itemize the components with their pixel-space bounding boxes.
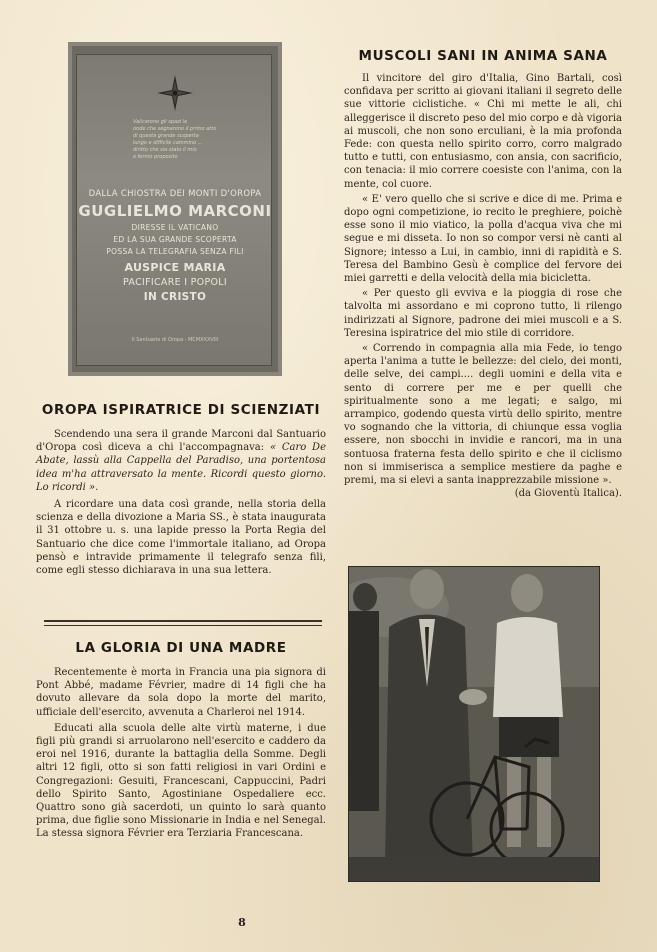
- commemorative-plaque: [76, 54, 272, 366]
- article-paragraph: Scendendo una sera il grande Marconi dal Santuario d'Oropa così diceva a chi l'accompagnava: « Caro De Abate, lassù alla Cappella del Paradiso, una portentosa idea m'ha attraversato la mente. Ricordi questo giorno. Lo ricordi ».: [36, 429, 326, 493]
- article-oropa: [36, 402, 326, 581]
- source-credit: (da Gioventù Italica).: [514, 488, 622, 500]
- article-paragraph: A ricordare una data così grande, nella storia della scienza e della divozione a Maria SS., è stata inaugurata il 31 ottobre u. s. una lapide presso la Porta Regia del Santuario che dice come l'immortale italiano, ad Oropa pensò e intravide primamente il telegrafo senza fili, come egli stesso dichiarava in una sua lettera.: [36, 499, 326, 577]
- marconi-plaque-photo: [68, 42, 282, 376]
- article-title: MUSCOLI SANI IN ANIMA SANA: [358, 48, 608, 64]
- plaque-name: GUGLIELMO MARCONI: [78, 202, 272, 220]
- article-paragraph: Recentemente è morta in Francia una pia signora di Pont Abbé, madame Février, madre di 14 figli che ha dovuto allevare da sola dopo la morte del marito, ufficiale dell'esercito, avvenuta a Charleroi nel 1914.: [36, 667, 326, 718]
- cyclist-head: [511, 574, 543, 612]
- plaque-text: IN CRISTO: [143, 291, 207, 303]
- plaque-text: DIRESSE IL VATICANO: [131, 223, 219, 232]
- bartali-photo: [348, 566, 600, 882]
- article-paragraph: Il vincitore del giro d'Italia, Gino Bartali, così confidava per scritto ai giovani italiani il segreto delle sue vittorie ciclistiche. « Chi mi mette le ali, chi alleggerisce il discreto peso del mio corpo e dà vigoria ai muscoli, che non sono erculiani, è la mia profonda Fede: con questa nello spirito corro, corro malgrado tutto e tutti, con entusiasmo, con ansia, con sacrificio, con tenacia: il mio correre coesiste con l'anima, con la mente, col cuore.: [344, 73, 622, 190]
- plaque-quote: Valicarono gli spazi le onde che segnarono il primo atto di questa grande scoperta lungo e difficile cammino ... diritto che sia stato il mio e fermo proposito: [133, 119, 217, 160]
- article-muscoli: [344, 48, 622, 501]
- article-paragraph: « Correndo in compagnia alla mia Fede, io tengo aperta l'anima a tutte le bellezze: del cielo, dei monti, delle selve, dei campi.... degli uomini e della vita e sento di correre per me e per quelli che spiritualmente sono a me legati; e salgo, mi arrampico, godendo questa virtù dello spirito, mentre vo sognando che la vittoria, di chiunque essa voglia essere, non sbocchi in invidie e rancori, ma in una sontuosa fraterna festa dello spirito e che il ciclismo non si immiserisca a semplice mestiere da paghe e premi, ma si elevi a santa inapprezzabile missione ». (da Gioventù Italica).: [344, 343, 622, 500]
- cyclist-photo-illustration: [349, 567, 599, 881]
- plaque-text: ED LA SUA GRANDE SCOPERTA: [113, 235, 237, 244]
- article-title: OROPA ISPIRATRICE DI SCIENZIATI: [41, 402, 321, 418]
- article-gloria: [36, 640, 326, 844]
- plaque-text: POSSA LA TELEGRAFIA SENZA FILI: [106, 247, 244, 256]
- page-number: 8: [238, 916, 246, 929]
- article-title: LA GLORIA DI UNA MADRE: [75, 640, 287, 656]
- plaque-footer: Il Santuario di Oropa · MCMXXXVIII: [131, 337, 219, 343]
- person-head: [353, 583, 377, 611]
- article-paragraph: « Per questo gli evviva e la pioggia di rose che talvolta mi assordano e mi coprono tutto, li rilengo indirizzati al Signore, padrone dei miei muscoli e a S. Teresina ispiratrice del mio stile di corridore.: [344, 288, 622, 339]
- plaque-text: AUSPICE MARIA: [124, 261, 226, 274]
- article-paragraph: « E' vero quello che si scrive e dice di me. Prima e dopo ogni competizione, io recito le preghiere, poichè esse sono il mio viatico, la polla d'acqua viva che mi segue e mi disseta. Io non so compor versi nè canti al Signore; intesso a Lui, in cambio, inni di rapidità e S. Teresa del Bambino Gesù è complice del fervore dei miei garretti e della velocità della mia bicicletta.: [344, 193, 622, 285]
- plaque-text: DALLA CHIOSTRA DEI MONTI D'OROPA: [88, 189, 262, 199]
- section-divider: [44, 620, 322, 626]
- man-head: [410, 569, 444, 609]
- article-paragraph: Educati alla scuola delle alte virtù materne, i due figli più grandi si arruolarono nell'esercito e caddero da eroi nel 1916, durante la battaglia della Somme. Degli altri 12 figli, otto si son fatti religiosi in vari Ordini e Congregazioni: Gesuiti, Francescani, Cappuccini, Padri dello Spirito Santo, Agostiniane Ospedaliere ecc. Quattro sono già sacerdoti, un quinto lo sarà quanto prima, due figlie sono Missionarie in India e nel Senegal. La stessa signora Février era Terziaria Francescana.: [36, 722, 326, 840]
- compass-rose-icon: [155, 73, 195, 113]
- plaque-text: PACIFICARE I POPOLI: [123, 277, 227, 288]
- cyclist-jersey: [493, 617, 563, 717]
